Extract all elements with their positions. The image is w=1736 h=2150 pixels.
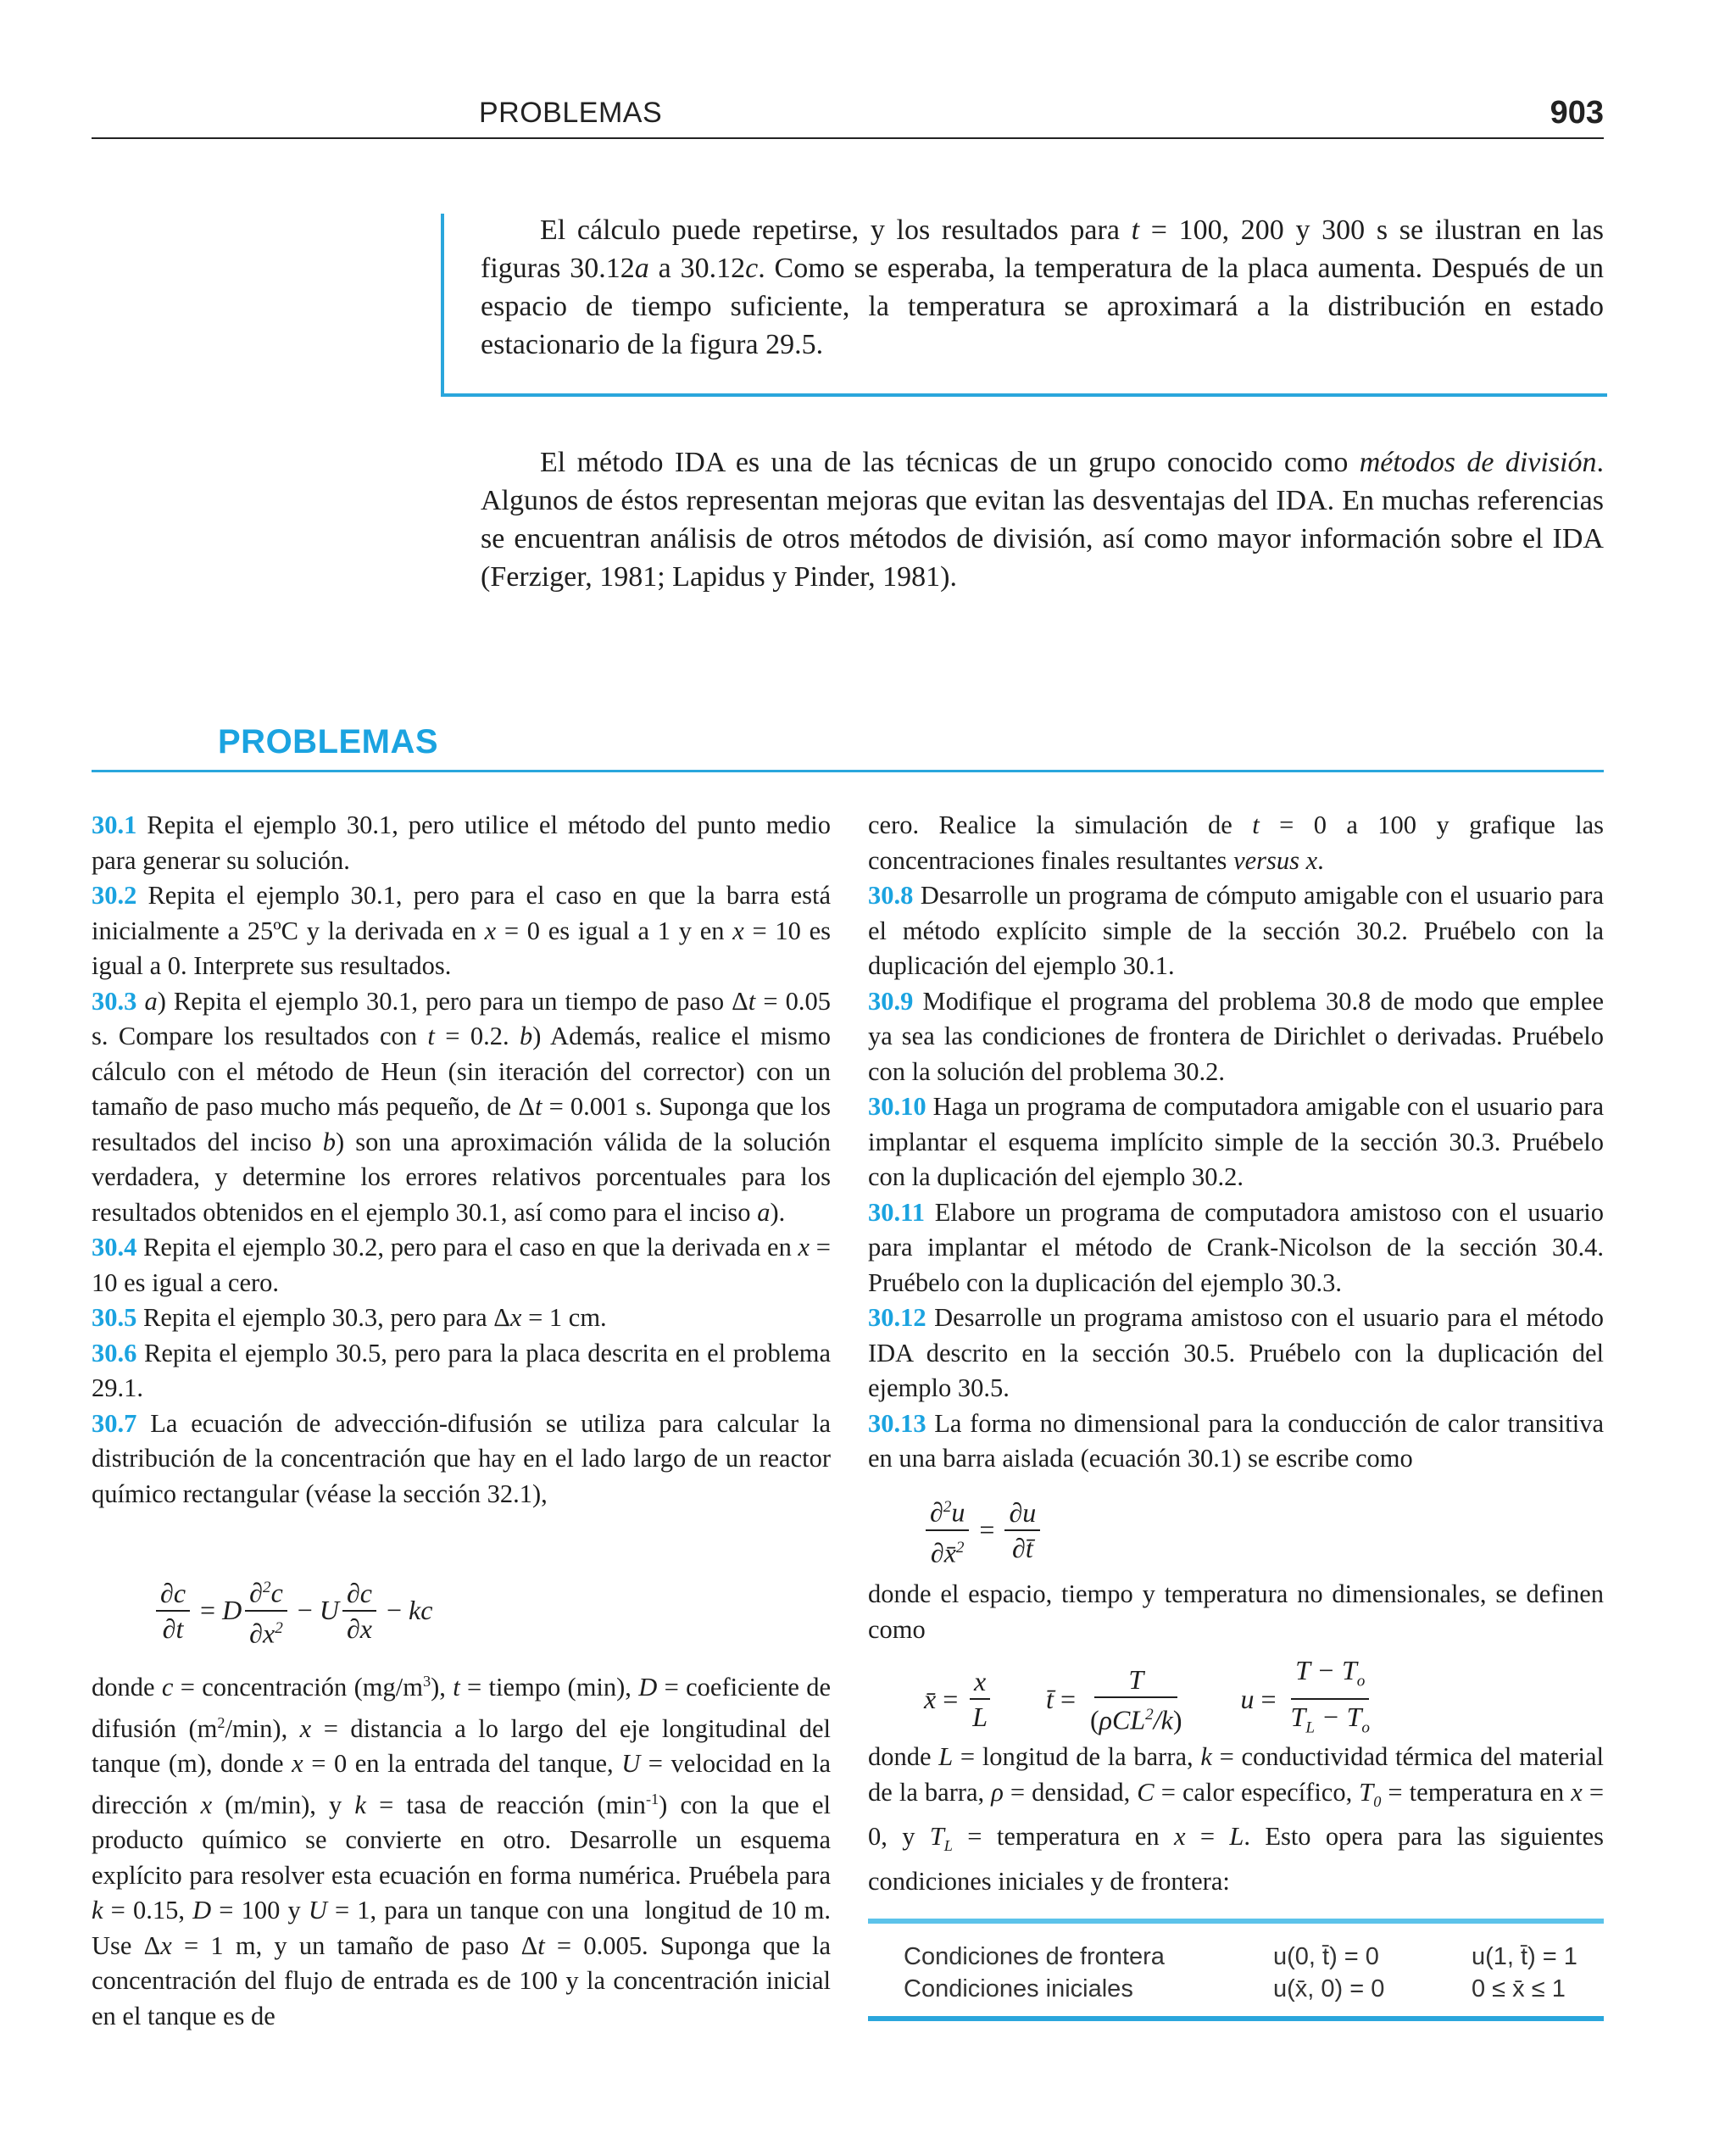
nondimensional-heat-equation: $\frac{\partial^2u}{\partial x̄^2}$ = $\frac{\partial u}{\partial t̄}$: [922, 1490, 1043, 1569]
problem-30-12: 30.12 Desarrolle un programa amistoso con el usuario para el método IDA descrito en la sección 30.5. Pruébelo con la duplicación del ejemplo 30.5.: [868, 1303, 1604, 1402]
problem-30-11: 30.11 Elabore un programa de computadora amistoso con el usuario para implantar el método de Crank-Nicolson de la sección 30.4. Pruébelo con la duplicación del ejemplo 30.3.: [868, 1197, 1604, 1297]
problem-30-10: 30.10 Haga un programa de computadora amigable con el usuario para implantar el esquema implícito simple de la sección 30.3. Pruébelo con la duplicación del ejemplo 30.2.: [868, 1092, 1605, 1191]
problem-30-9: 30.9 Modifique el programa del problema 30.8 de modo que emplee ya sea las condiciones de frontera de Dirichlet o derivadas. Pruébelo con la solución del problema 30.2.: [868, 986, 1605, 1086]
header-rule: [92, 137, 1604, 139]
problem-30-5: 30.5 Repita el ejemplo 30.3, pero para Δx = 1 cm.: [92, 1303, 607, 1332]
problem-30-7-end: cero. Realice la simulación de t = 0 a 100 y grafique las concentraciones finales resultantes versus x.: [868, 810, 1605, 875]
left-column-continued: [92, 1664, 831, 2034]
right-column: [868, 808, 1604, 1477]
right-column-mid: [868, 1577, 1604, 1647]
table-row-label: Condiciones iniciales: [904, 1975, 1133, 2002]
right-column-end: [868, 1740, 1604, 1899]
problem-30-3: 30.3 a) Repita el ejemplo 30.1, pero para un tiempo de paso Δt = 0.05 s. Compare los resultados con t = 0.2. b) Además, realice el mismo cálculo con el método de Heun (sin iteración del corrector) con un tamaño de paso mucho más pequeño, de Δt = 0.001 s. Suponga que los resultados del inciso b) son una aproximación válida de la solución verdadera, y determine los errores relativos porcentuales para los resultados obtenidos en el ejemplo 30.1, así como para el inciso a).: [92, 986, 832, 1227]
problem-30-2: 30.2 Repita el ejemplo 30.1, pero para el caso en que la barra está inicialmente a 25ºC y la derivada en x = 0 es igual a 1 y en x = 10 es igual a 0. Interprete sus resultados.: [92, 881, 832, 980]
table-cell: 0 ≤ x̄ ≤ 1: [1472, 1975, 1566, 2002]
problem-30-1: 30.1 Repita el ejemplo 30.1, pero utilice el método del punto medio para generar su solución.: [92, 810, 831, 875]
table-cell: u(x̄, 0) = 0: [1273, 1975, 1385, 2002]
ida-paragraph: El método IDA es una de las técnicas de un grupo conocido como métodos de división. Algunos de éstos representan mejoras que evitan las desventajas del IDA. En muchas referencias se encuentran análisis de otros métodos de división, así como mayor información sobre el IDA (Ferziger, 1981; Lapidus y Pinder, 1981).: [481, 447, 1605, 593]
problem-30-13-mid: donde el espacio, tiempo y temperatura no dimensionales, se definen como: [868, 1579, 1604, 1644]
problem-30-7-continued: donde c = concentración $(mg/m^3)$, t = tiempo (min), D = coeficiente de difusión $(m^2/\min)$, x = distancia a lo largo del eje longitudinal del tanque (m), donde x = 0 en la entrada del tanque, U = velocidad en la dirección x (m/min), y k = tasa de reacción $(\min^{-1})$ con la que el producto químico se convierte en otro. Desarrolle un esquema explícito para resolver esta ecuación en forma numérica. Pruébela para k = 0.15, D = 100 y U = 1, para un tanque con una longitud de 10 m. Use Δx = 1 m, y un tamaño de paso Δt = 0.005. Suponga que la concentración del flujo de entrada es de 100 y la concentración inicial en el tanque es de: [92, 1673, 832, 2030]
section-title: PROBLEMAS: [218, 723, 439, 760]
problem-30-13-end: donde L = longitud de la barra, k = conductividad térmica del material de la barra, ρ = densidad, C = calor específico, $T_0$ = temperatura en x = 0, y $T_L$ = temperatura en x = L. Esto opera para las siguientes condiciones iniciales y de frontera:: [868, 1742, 1605, 1896]
left-column: [92, 808, 831, 1512]
problem-30-7: 30.7 La ecuación de advección-difusión se utiliza para calcular la distribución de la concentración que hay en el lado largo de un reactor químico rectangular (véase la sección 32.1),: [92, 1408, 831, 1508]
page-number: 903: [1550, 95, 1604, 131]
problem-30-13: 30.13 La forma no dimensional para la conducción de calor transitiva en una barra aislada (ecuación 30.1) se escribe como: [868, 1408, 1605, 1473]
advection-diffusion-equation: $\frac{\partial c}{\partial t}$ = D $\frac{\partial^2c}{\partial x^2}$ − U $\frac{\partial c}{\partial x}$ − kc: [153, 1571, 432, 1650]
problem-30-6: 30.6 Repita el ejemplo 30.5, pero para la placa descrita en el problema 29.1.: [92, 1338, 831, 1402]
problem-30-8: 30.8 Desarrolle un programa de cómputo amigable con el usuario para el método explícito simple de la sección 30.2. Pruébelo con la duplicación del ejemplo 30.1.: [868, 881, 1604, 980]
example-paragraph: El cálculo puede repetirse, y los resultados para t = 100, 200 y 300 s se ilustran en las figuras 30.12a a 30.12c. Como se esperaba, la temperatura de la placa aumenta. Después de un espacio de tiempo suficiente, la temperatura se aproximará a la distribución en estado estacionario de la figura 29.5.: [481, 214, 1604, 360]
table-top-rule: [868, 1919, 1604, 1924]
example-box-text: [481, 211, 1604, 364]
section-rule: [92, 770, 1604, 772]
running-head: PROBLEMAS: [479, 97, 663, 129]
table-cell: u(0, t̄) = 0: [1273, 1943, 1379, 1970]
table-bottom-rule: [868, 2016, 1604, 2021]
nondimensional-definitions: x̄ = $\frac{x}{L}$ t̄ = $\frac{T}{(\rho CL^2/k)}$ u = $\frac{T - T_o}{T_L - T_o}$: [924, 1655, 1370, 1737]
table-row-label: Condiciones de frontera: [904, 1943, 1165, 1970]
problem-30-4: 30.4 Repita el ejemplo 30.2, pero para el caso en que la derivada en x = 10 es igual a cero.: [92, 1233, 831, 1297]
table-cell: u(1, t̄) = 1: [1472, 1943, 1577, 1970]
